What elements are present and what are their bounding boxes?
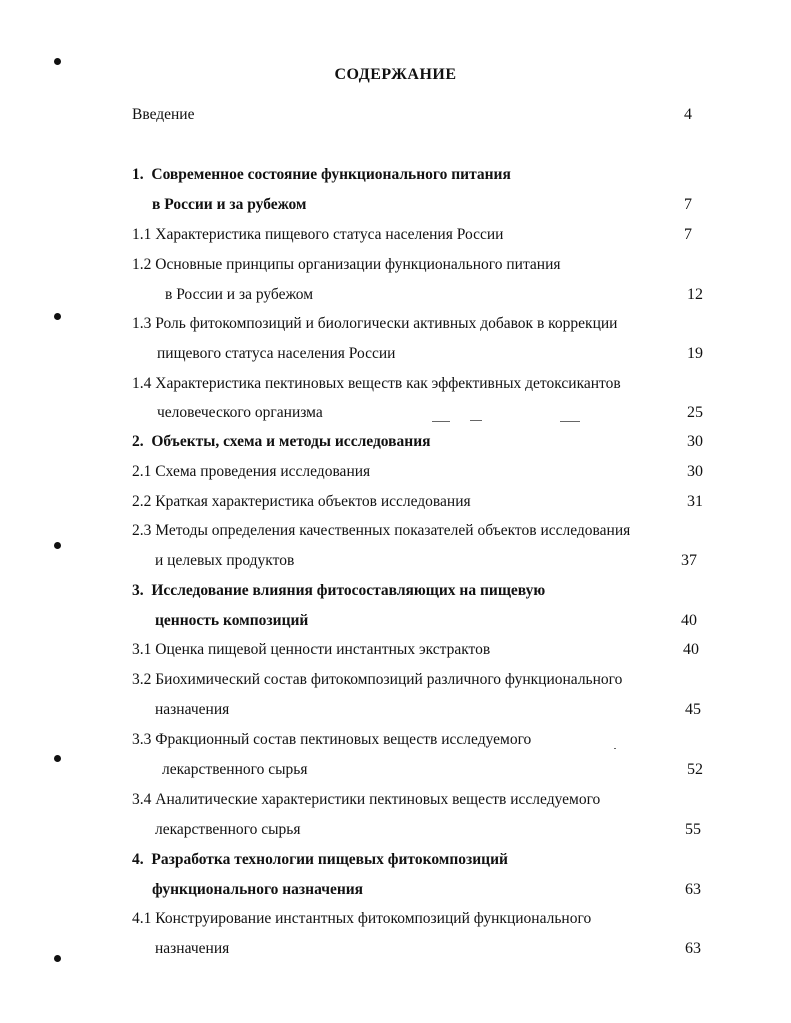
scan-speck xyxy=(614,748,616,749)
punch-hole xyxy=(54,755,61,762)
toc-entry-title: Конструирование инстантных фитокомпозиций функционального xyxy=(155,910,592,927)
toc-entry-continuation xyxy=(152,881,363,899)
toc-entry-number: 3. xyxy=(132,582,152,599)
toc-page-number: 30 xyxy=(687,433,703,450)
toc-page-number: 40 xyxy=(681,612,697,629)
toc-entry-number: 1.1 xyxy=(132,226,156,243)
toc-entry-title: Аналитические характеристики пектиновых веществ исследуемого xyxy=(155,791,601,808)
toc-entry-title: назначения xyxy=(155,701,230,718)
toc-entry-title: Оценка пищевой ценности инстантных экстрактов xyxy=(155,641,491,658)
toc-entry-text xyxy=(132,166,511,184)
toc-entry-number: 3.2 xyxy=(132,671,156,688)
toc-entry-number: 2.3 xyxy=(132,522,156,539)
toc-entry-title: функционального назначения xyxy=(152,881,364,898)
toc-entry-title: Схема проведения исследования xyxy=(155,463,371,480)
toc-entry-continuation xyxy=(157,404,323,422)
punch-hole xyxy=(54,955,61,962)
toc-entry-text xyxy=(132,493,471,511)
toc-entry-number: 1.4 xyxy=(132,375,156,392)
scan-speck xyxy=(560,421,580,422)
toc-entry-title: Роль фитокомпозиций и биологически активных добавок в коррекции xyxy=(155,315,618,332)
toc-entry-number: 2.2 xyxy=(132,493,156,510)
toc-page-number: 7 xyxy=(684,196,692,213)
toc-entry-text xyxy=(132,641,490,659)
toc-entry-text xyxy=(132,256,561,274)
toc-entry-number: 1. xyxy=(132,166,152,183)
toc-entry-continuation xyxy=(165,286,313,304)
toc-entry-text xyxy=(132,433,431,451)
toc-entry-title: Фракционный состав пектиновых веществ исследуемого xyxy=(155,731,532,748)
toc-page-number: 25 xyxy=(687,404,703,421)
toc-entry-text xyxy=(132,315,617,333)
toc-page-number: 55 xyxy=(685,821,701,838)
scan-speck xyxy=(432,421,450,422)
toc-entry-number: 3.1 xyxy=(132,641,156,658)
punch-hole xyxy=(54,58,61,65)
toc-entry-text xyxy=(132,463,370,481)
toc-entry-text xyxy=(132,106,194,124)
toc-entry-text xyxy=(132,375,621,393)
toc-entry-number: 2.1 xyxy=(132,463,156,480)
punch-hole xyxy=(54,542,61,549)
toc-entry-title: Современное состояние функционального питания xyxy=(151,166,511,183)
toc-page-number: 37 xyxy=(681,552,697,569)
toc-page-number: 4 xyxy=(684,106,692,123)
toc-entry-title: Характеристика пищевого статуса населения России xyxy=(155,226,504,243)
toc-entry-text xyxy=(132,226,503,244)
toc-entry-number: 4. xyxy=(132,851,152,868)
toc-entry-title: Исследование влияния фитосоставляющих на пищевую xyxy=(151,582,546,599)
toc-entry-title: Основные принципы организации функционального питания xyxy=(155,256,561,273)
toc-entry-title: Объекты, схема и методы исследования xyxy=(151,433,431,450)
toc-page-number: 40 xyxy=(683,641,699,658)
toc-entry-title: человеческого организма xyxy=(157,404,323,421)
toc-entry-number: 2. xyxy=(132,433,152,450)
toc-entry-continuation xyxy=(155,552,294,570)
toc-entry-title: ценность композиций xyxy=(155,612,309,629)
scan-speck xyxy=(470,420,482,421)
toc-entry-text xyxy=(132,522,630,540)
toc-entry-title: назначения xyxy=(155,940,230,957)
toc-entry-title: Краткая характеристика объектов исследования xyxy=(155,493,471,510)
toc-entry-continuation xyxy=(152,196,307,214)
toc-entry-title: и целевых продуктов xyxy=(155,552,295,569)
toc-entry-text xyxy=(132,791,600,809)
toc-entry-number: 1.3 xyxy=(132,315,156,332)
toc-page-number: 31 xyxy=(687,493,703,510)
toc-entry-text xyxy=(132,851,508,869)
toc-page-number: 19 xyxy=(687,345,703,362)
toc-entry-text xyxy=(132,582,545,600)
toc-entry-number: 1.2 xyxy=(132,256,156,273)
toc-page-number: 12 xyxy=(687,286,703,303)
toc-entry-continuation xyxy=(157,345,395,363)
toc-entry-title: Введение xyxy=(132,106,195,123)
toc-page-number: 45 xyxy=(685,701,701,718)
toc-entry-text xyxy=(132,671,622,689)
toc-entry-number: 3.4 xyxy=(132,791,156,808)
toc-page-number: 7 xyxy=(684,226,692,243)
toc-entry-continuation xyxy=(155,821,300,839)
toc-entry-title: пищевого статуса населения России xyxy=(157,345,396,362)
punch-hole xyxy=(54,313,61,320)
toc-entry-title: лекарственного сырья xyxy=(155,821,301,838)
toc-entry-title: лекарственного сырья xyxy=(162,761,308,778)
toc-entry-continuation xyxy=(162,761,307,779)
toc-entry-title: Методы определения качественных показателей объектов исследования xyxy=(155,522,631,539)
toc-entry-number: 3.3 xyxy=(132,731,156,748)
toc-entry-title: в России и за рубежом xyxy=(165,286,314,303)
toc-page-number: 63 xyxy=(685,940,701,957)
toc-entry-title: Характеристика пектиновых веществ как эффективных детоксикантов xyxy=(155,375,621,392)
toc-page-number: 63 xyxy=(685,881,701,898)
toc-page-number: 52 xyxy=(687,761,703,778)
toc-entry-continuation xyxy=(155,940,229,958)
toc-entry-continuation xyxy=(155,701,229,719)
toc-entry-text xyxy=(132,910,591,928)
toc-entry-title: Биохимический состав фитокомпозиций различного функционального xyxy=(155,671,623,688)
toc-entry-text xyxy=(132,731,531,749)
toc-entry-title: в России и за рубежом xyxy=(152,196,307,213)
toc-entry-number: 4.1 xyxy=(132,910,156,927)
toc-entry-title: Разработка технологии пищевых фитокомпозиций xyxy=(151,851,508,868)
toc-entry-continuation xyxy=(155,612,308,630)
toc-page-number: 30 xyxy=(687,463,703,480)
page-title: СОДЕРЖАНИЕ xyxy=(334,66,457,83)
